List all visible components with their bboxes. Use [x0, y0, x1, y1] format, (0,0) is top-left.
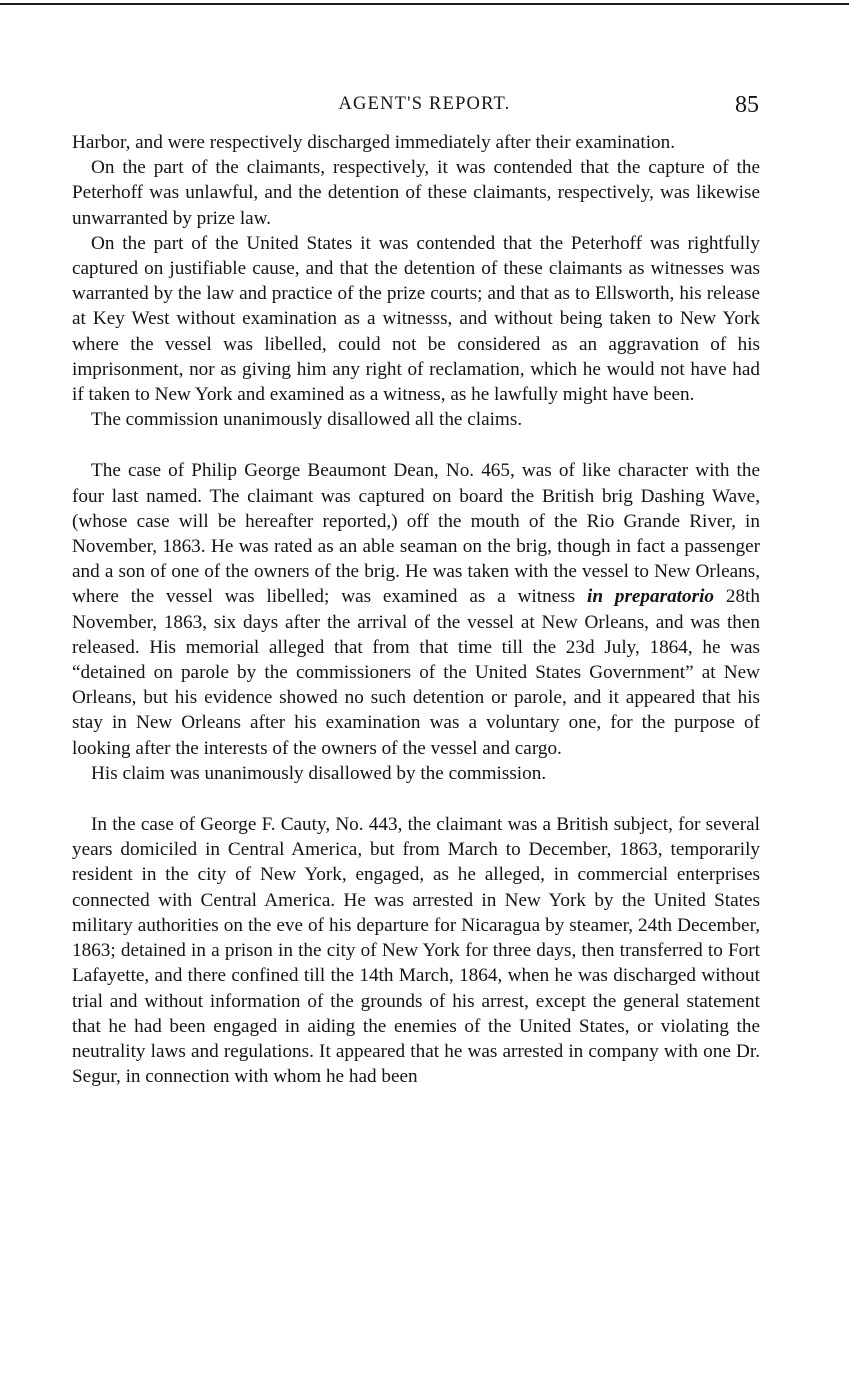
page-header: [0, 92, 849, 122]
dean-case-text-part2: 28th November, 1863, six days after the arrival of the vessel at New Orleans, and was then released. His memorial alleged that from that time till the 23d July, 1864, he was “detained on parole by the commissioners of the United States Government” at New Orleans, but his evidence showed no such detention or parole, and it appeared that his stay in New Orleans after his examination was a voluntary one, for the purpose of looking after the interests of the owners of the vessel and cargo.: [72, 586, 760, 759]
top-border-rule: [0, 3, 849, 5]
paragraph-united-states-contention: On the part of the United States it was contended that the Peterhoff was rightfully captured on justifiable cause, and that the detention of these claimants as witnesses was warranted by the law and practice of the prize courts; and that as to Ellsworth, his release at Key West without examination as a witnesss, and without being taken to New York where the vessel was libelled, could not be considered as an aggravation of his imprisonment, nor as giving him any right of reclamation, which he would not have had if taken to New York and examined as a witness, as he lawfully might have been.: [72, 232, 760, 406]
dean-case-text-part1: The case of Philip George Beaumont Dean, No. 465, was of like character with the four last named. The claimant was captured on board the British brig Dashing Wave, (whose case will be hereafter reported,) off the mouth of the Rio Grande River, in November, 1863. He was rated as an able seaman on the brig, though in fact a passenger and a son of one of the owners of the brig. He was taken with the vessel to New Orleans, where the vessel was libelled; was examined as a witness: [72, 460, 760, 608]
page-number: 85: [735, 92, 759, 118]
paragraph-claimants-contention: On the part of the claimants, respectively, it was contended that the capture of the Peterhoff was unlawful, and the detention of these claimants, respectively, was likewise unwarranted by prize law.: [72, 157, 760, 229]
paragraph-continued: Harbor, and were respectively discharged immediately after their examination.: [72, 132, 676, 153]
body-text: [72, 130, 760, 1089]
paragraph-disallowed-claims: The commission unanimously disallowed all the claims.: [91, 409, 523, 431]
paragraph-dean-case: [72, 458, 760, 760]
dean-case-italic-phrase: in preparatorio: [587, 586, 715, 608]
paragraph-dean-disallowed: His claim was unanimously disallowed by the commission.: [91, 762, 547, 784]
paragraph-cauty-case: In the case of George F. Cauty, No. 443, the claimant was a British subject, for several years domiciled in Central America, but from March to December, 1863, temporarily resident in the city of New York, engaged, as he alleged, in commercial enterprises connected with Central America. He was arrested in New York by the United States military authorities on the eve of his departure for Nicaragua by steamer, 24th December, 1863; detained in a prison in the city of New York for three days, then transferred to Fort Lafayette, and there confined till the 14th March, 1864, when he was discharged without trial and without information of the grounds of his arrest, except the general statement that he had been engaged in aiding the enemies of the United States, or violating the neutrality laws and regulations. It appeared that he was arrested in company with one Dr. Segur, in connection with whom he had been: [72, 814, 760, 1088]
running-head: AGENT'S REPORT.: [338, 94, 511, 114]
